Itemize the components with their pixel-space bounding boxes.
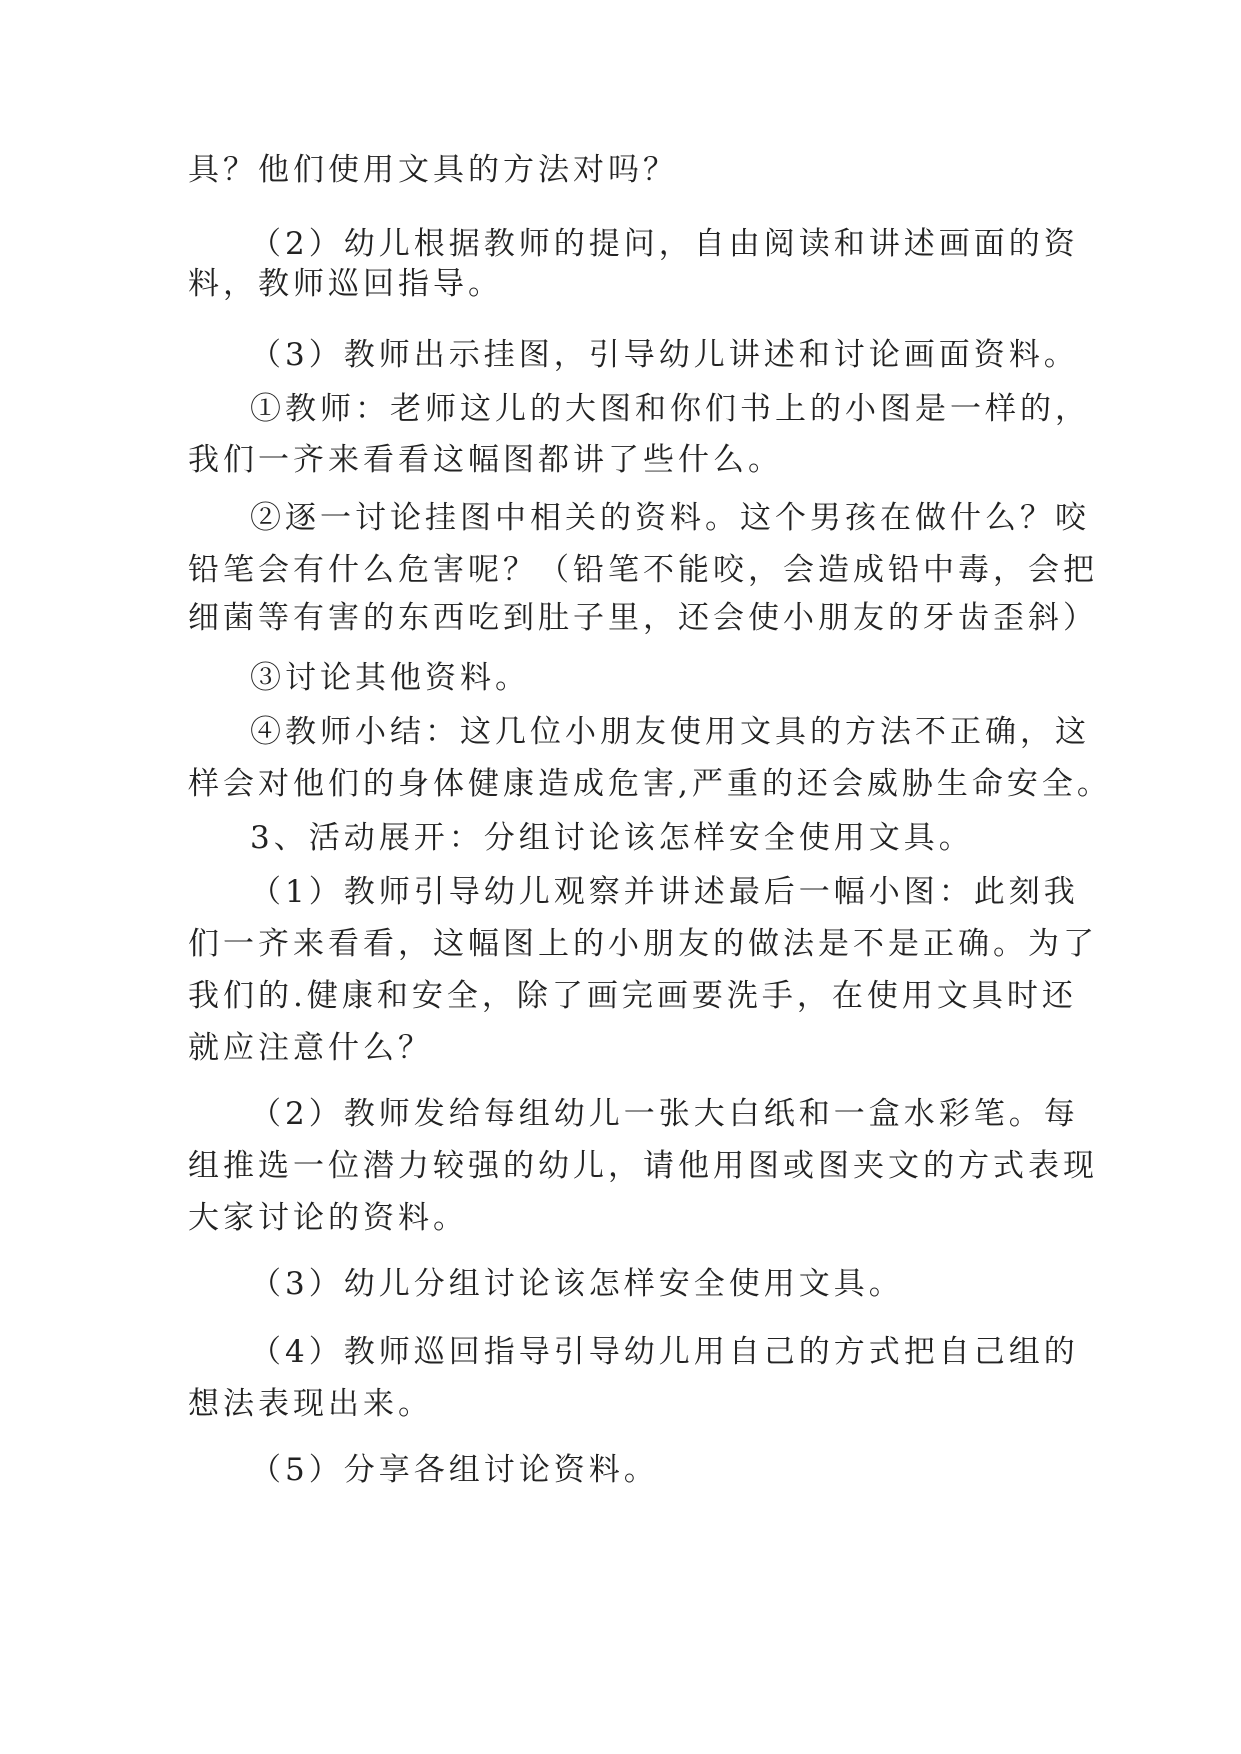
text-line: ②逐一讨论挂图中相关的资料。这个男孩在做什么？咬 (250, 500, 1090, 536)
text-line: （2）教师发给每组幼儿一张大白纸和一盒水彩笔。每 (250, 1096, 1079, 1132)
text-line: 大家讨论的资料。 (188, 1200, 468, 1236)
text-line: 们一齐来看看，这幅图上的小朋友的做法是不是正确。为了 (188, 926, 1098, 962)
text-line: 料，教师巡回指导。 (188, 266, 503, 302)
text-line: 样会对他们的身体健康造成危害,严重的还会威胁生命安全。 (188, 766, 1112, 802)
text-line: 细菌等有害的东西吃到肚子里，还会使小朋友的牙齿歪斜） (188, 600, 1098, 636)
text-line: 3、活动展开：分组讨论该怎样安全使用文具。 (250, 820, 974, 856)
text-line: （4）教师巡回指导引导幼儿用自己的方式把自己组的 (250, 1334, 1079, 1370)
text-line: 组推选一位潜力较强的幼儿，请他用图或图夹文的方式表现 (188, 1148, 1098, 1184)
text-line: 具？他们使用文具的方法对吗？ (188, 152, 678, 188)
text-line: （3）教师出示挂图，引导幼儿讲述和讨论画面资料。 (250, 337, 1079, 373)
text-line: （5）分享各组讨论资料。 (250, 1452, 659, 1488)
text-line: （1）教师引导幼儿观察并讲述最后一幅小图：此刻我 (250, 874, 1079, 910)
text-line: （2）幼儿根据教师的提问，自由阅读和讲述画面的资 (250, 226, 1079, 262)
text-line: 铅笔会有什么危害呢？（铅笔不能咬，会造成铅中毒，会把 (188, 552, 1098, 588)
text-line: 就应注意什么？ (188, 1030, 433, 1066)
text-line: （3）幼儿分组讨论该怎样安全使用文具。 (250, 1266, 904, 1302)
text-line: ③讨论其他资料。 (250, 660, 530, 696)
text-line: 我们的.健康和安全，除了画完画要洗手，在使用文具时还 (188, 978, 1077, 1014)
text-line: 想法表现出来。 (188, 1386, 433, 1422)
text-line: 我们一齐来看看这幅图都讲了些什么。 (188, 442, 783, 478)
text-line: ④教师小结：这几位小朋友使用文具的方法不正确，这 (250, 714, 1090, 750)
text-line: ①教师：老师这儿的大图和你们书上的小图是一样的， (250, 391, 1090, 427)
